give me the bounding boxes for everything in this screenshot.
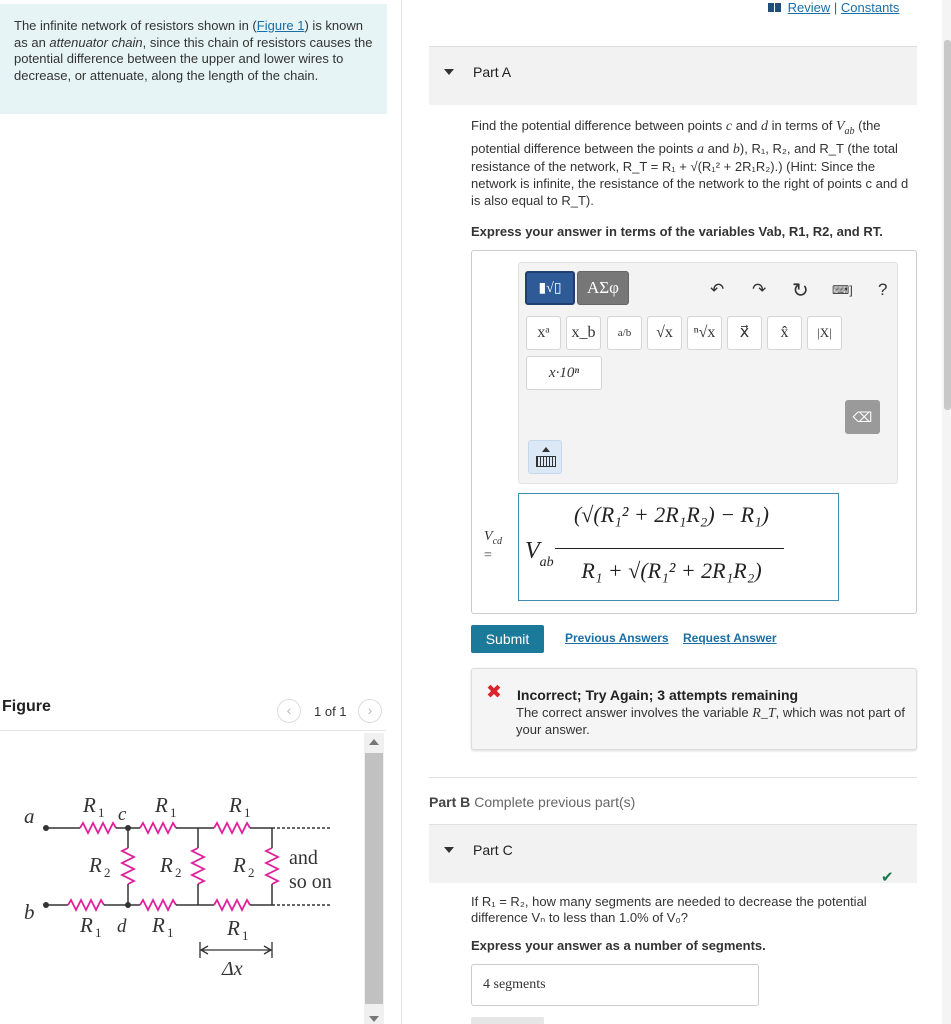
svg-text:1: 1 — [167, 925, 174, 940]
feedback-title: Incorrect; Try Again; 3 attempts remaining — [517, 687, 799, 703]
submit-button[interactable]: Submit — [471, 625, 544, 653]
subscript-button[interactable]: x_b — [566, 316, 601, 350]
vector-button[interactable]: x⃗ — [727, 316, 762, 350]
part-c-instructions: Express your answer as a number of segments. — [471, 938, 766, 953]
greek-symbols-button[interactable]: ΑΣφ — [577, 271, 629, 305]
collapse-icon — [444, 69, 454, 75]
part-c-question: If R₁ = R₂, how many segments are needed to decrease the potential difference Vₙ to less than 1.0% of V₀? — [471, 894, 867, 925]
absolute-value-button[interactable]: |X| — [807, 316, 842, 350]
review-link[interactable]: Review — [787, 0, 831, 15]
sqrt-button[interactable]: √x — [647, 316, 682, 350]
part-a-header[interactable]: Part A — [429, 46, 917, 105]
error-icon: ✖ — [486, 682, 502, 703]
node-d-label: d — [117, 916, 127, 937]
fraction-button[interactable]: a/b — [607, 316, 642, 350]
request-answer-link[interactable]: Request Answer — [683, 631, 777, 645]
fraction-bar — [555, 548, 784, 549]
segments-answer-field[interactable]: 4 segments — [471, 964, 759, 1006]
svg-text:R: R — [227, 916, 240, 940]
svg-text:2: 2 — [175, 865, 182, 880]
svg-text:R: R — [155, 793, 168, 817]
answer-denominator: R₁ + √(R₁² + 2R₁R₂) — [581, 558, 762, 583]
resistor-r1-top-2 — [140, 823, 176, 833]
header-links: Review | Constants — [768, 0, 899, 15]
node-a-label: a — [24, 804, 35, 828]
nth-root-button[interactable]: ⁿ√x — [687, 316, 722, 350]
page-scrollbar-thumb[interactable] — [944, 40, 951, 410]
attenuator-circuit-diagram — [0, 780, 360, 980]
svg-text:1: 1 — [170, 805, 177, 820]
undo-icon[interactable]: ↶ — [710, 280, 725, 299]
svg-text:R: R — [229, 793, 242, 817]
part-divider — [429, 777, 917, 778]
node-b-label: b — [24, 900, 35, 924]
svg-text:2: 2 — [104, 865, 111, 880]
scroll-down-icon[interactable] — [369, 1016, 379, 1022]
resistor-r1-bottom-3 — [214, 900, 250, 910]
figure-title: Figure — [2, 698, 51, 715]
so-on-label: so on — [289, 871, 332, 893]
constants-link[interactable]: Constants — [840, 0, 900, 15]
previous-answers-link[interactable]: Previous Answers — [565, 631, 669, 645]
part-a-question: Find the potential difference between points c and d in terms of $V_{ab}$ (the potential difference between the points a and b), R₁, R₂, and R_T (the total resistance of the network, R_T = R₁ + √(R₁² + 2R₁R₂).) (Hint: Since the network is infinite, the resistance of the network to the right of points c and d is also equal to R_T). — [471, 118, 909, 208]
book-icon — [768, 3, 782, 12]
scroll-up-icon[interactable] — [369, 739, 379, 745]
part-b-header: Part B Complete previous part(s) — [429, 794, 636, 810]
chevron-right-icon[interactable]: › — [358, 699, 382, 723]
svg-text:R: R — [80, 913, 93, 937]
part-c-header[interactable]: Part C — [429, 824, 917, 883]
unit-vector-button[interactable]: x̂ — [767, 316, 802, 350]
resistor-r2-3 — [266, 848, 278, 884]
figure-divider — [0, 730, 386, 731]
keyboard-toggle-icon[interactable] — [528, 440, 562, 474]
superscript-button[interactable]: xᵃ — [526, 316, 561, 350]
backspace-icon[interactable]: ⌫ — [845, 400, 880, 434]
help-icon[interactable]: ? — [878, 280, 888, 299]
resistor-r1-bottom-1 — [68, 900, 104, 910]
svg-text:2: 2 — [248, 865, 255, 880]
svg-text:1: 1 — [98, 805, 105, 820]
check-icon: ✔ — [881, 869, 894, 886]
reset-icon[interactable]: ↻ — [792, 280, 809, 302]
scroll-thumb[interactable] — [365, 753, 383, 1004]
answer-input[interactable] — [518, 493, 839, 601]
column-divider — [401, 0, 402, 1024]
templates-button[interactable]: ▮√▯ — [525, 271, 575, 305]
scientific-notation-button[interactable]: x·10ⁿ — [526, 356, 602, 390]
figure-link[interactable]: Figure 1 — [256, 18, 305, 33]
figure-pager: 1 of 1 — [314, 704, 347, 719]
resistor-r2-2 — [192, 848, 204, 884]
keyboard-icon[interactable]: ⌨] — [832, 283, 853, 297]
feedback-panel — [471, 668, 917, 750]
answer-numerator: (√(R₁² + 2R₁R₂) − R₁) — [573, 502, 769, 527]
redo-icon[interactable]: ↷ — [752, 280, 767, 299]
part-c-submit-button[interactable] — [471, 1017, 544, 1024]
svg-text:R: R — [160, 853, 173, 877]
resistor-r1-top-1 — [80, 823, 116, 833]
chevron-left-icon[interactable]: ‹ — [277, 699, 301, 723]
svg-text:1: 1 — [95, 925, 102, 940]
resistor-r1-bottom-2 — [140, 900, 176, 910]
resistor-r1-top-3 — [214, 823, 250, 833]
node-c-label: c — [118, 804, 127, 825]
feedback-message: The correct answer involves the variable R_T, which was not part of your answer. — [516, 705, 905, 737]
svg-text:R: R — [152, 913, 165, 937]
resistor-r2-1 — [122, 848, 134, 884]
part-a-instructions: Express your answer in terms of the variables Vab, R1, R2, and RT. — [471, 224, 883, 239]
and-label: and — [289, 847, 318, 869]
svg-text:1: 1 — [242, 928, 249, 943]
svg-text:R: R — [83, 793, 96, 817]
vab-term: $V_{ab}$ — [525, 538, 554, 570]
svg-text:R: R — [89, 853, 102, 877]
collapse-icon — [444, 847, 454, 853]
math-toolbar — [518, 262, 898, 484]
svg-text:1: 1 — [244, 805, 251, 820]
delta-x-label: Δx — [222, 958, 243, 980]
problem-intro: The infinite network of resistors shown in (Figure 1) is known as an attenuator chain, since this chain of resistors causes the potential difference between the upper and lower wires to decrease, or attenuate, along the length of the chain. — [0, 4, 387, 114]
answer-lhs-label: $V_{cd}$ = — [484, 529, 503, 563]
figure-scrollbar[interactable] — [364, 733, 384, 1024]
svg-text:R: R — [233, 853, 246, 877]
